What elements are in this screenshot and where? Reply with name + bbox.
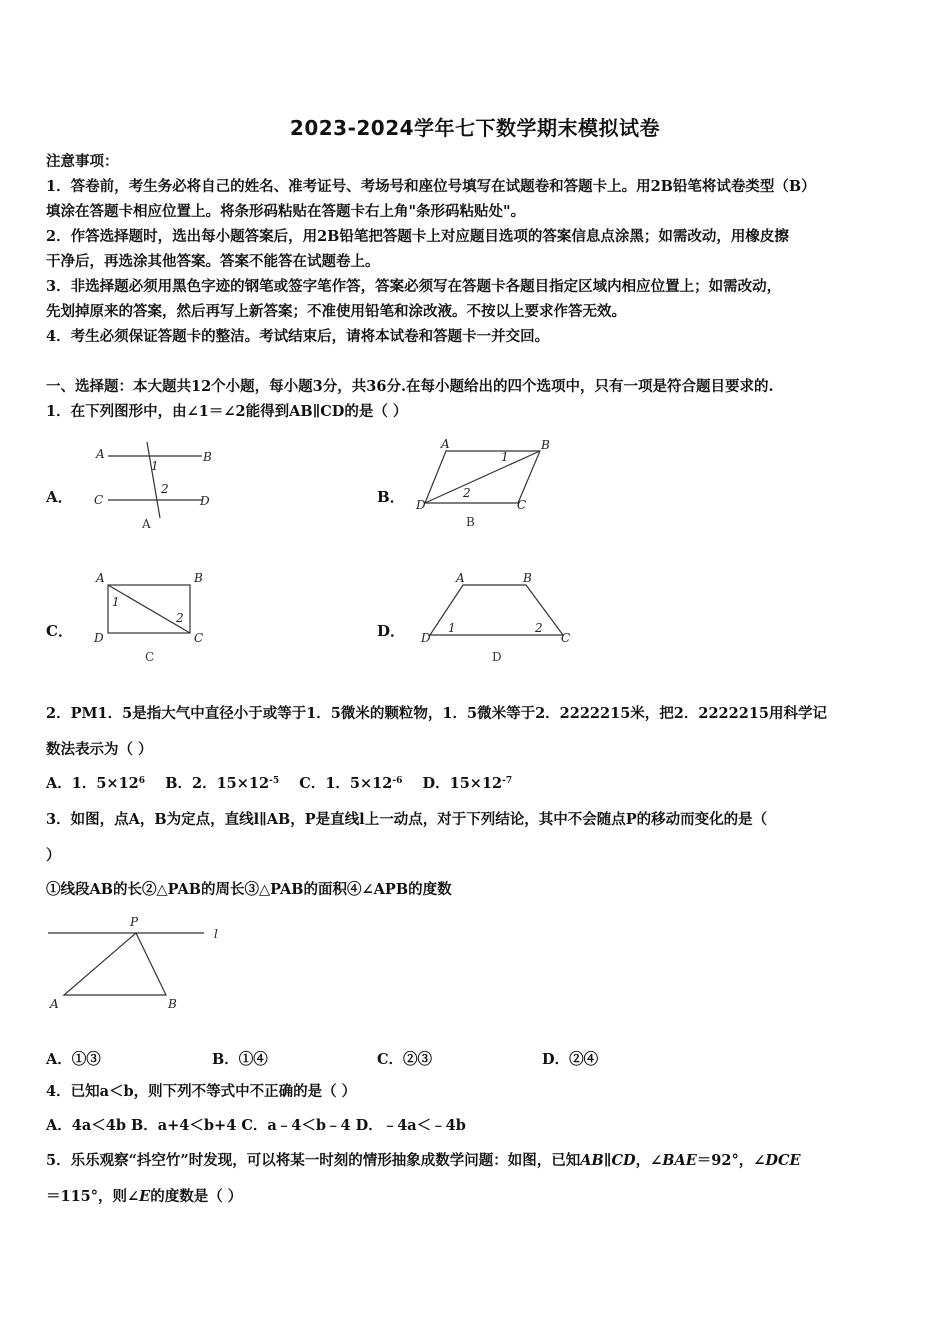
label-a: A bbox=[50, 997, 59, 1011]
angle-1-label: 1 bbox=[151, 459, 159, 473]
label-b: B bbox=[168, 997, 177, 1011]
q5-math: ∠E bbox=[127, 1188, 151, 1205]
angle-2-label: 2 bbox=[535, 621, 543, 635]
label-b: B bbox=[541, 438, 550, 452]
question-5-stem-cont bbox=[46, 1187, 906, 1207]
angle-1-label: 1 bbox=[501, 450, 509, 464]
q5-text: 5．乐乐观察“抖空竹”时发现，可以将某一时刻的情形抽象成数学问题：如图，已知 bbox=[46, 1152, 581, 1169]
q1-caption-c: C bbox=[145, 650, 155, 664]
q2-choice-d-exponent: -7 bbox=[502, 776, 513, 786]
q1-caption-a: A bbox=[142, 517, 151, 531]
q1-option-d-label: D． bbox=[377, 622, 406, 640]
q5-math: AB∥CD bbox=[580, 1152, 636, 1169]
angle-2-label: 2 bbox=[161, 482, 169, 496]
q5-text: ， bbox=[635, 1152, 651, 1169]
label-d: D bbox=[421, 631, 431, 645]
question-4-stem: 4．已知a＜b，则下列不等式中不正确的是（ ） bbox=[46, 1083, 357, 1100]
q2-choice-d: D．15×12 bbox=[422, 775, 503, 792]
q5-text: 的度数是（ ） bbox=[150, 1188, 243, 1205]
label-c: C bbox=[517, 498, 527, 512]
label-b: B bbox=[203, 450, 212, 464]
q1-option-b-label: B． bbox=[377, 488, 405, 506]
page-title: 2023-2024学年七下数学期末模拟试卷 bbox=[289, 116, 661, 140]
question-2-stem-cont: 数法表示为（ ） bbox=[46, 741, 153, 758]
q1-figure-c bbox=[90, 570, 220, 650]
question-4-choices: A．4a＜4b B．a+4＜b+4 C．a﹣4＜b﹣4 D．﹣4a＜﹣4b bbox=[46, 1117, 466, 1134]
q1-caption-b: B bbox=[466, 515, 475, 529]
question-5-stem bbox=[46, 1151, 906, 1171]
q1-option-a-label: A． bbox=[46, 488, 73, 506]
angle-2-label: 2 bbox=[463, 486, 471, 500]
notice-line: 先划掉原来的答案，然后再写上新答案；不准使用铅笔和涂改液。不按以上要求作答无效。 bbox=[46, 303, 626, 320]
q2-choice-b: B．2．15×12 bbox=[165, 775, 270, 792]
question-2-stem: 2．PM1．5是指大气中直径小于或等于1．5微米的颗粒物，1．5微米等于2．2222215米，把2．2222215用科学记 bbox=[46, 705, 828, 722]
label-b: B bbox=[523, 571, 532, 585]
question-3-stem-cont: ） bbox=[46, 847, 61, 864]
notice-line: 1．答卷前，考生务必将自己的姓名、准考证号、考场号和座位号填写在试题卷和答题卡上。用2B铅笔将试卷类型（B） bbox=[46, 178, 816, 195]
q5-text: ＝92°， bbox=[696, 1152, 754, 1169]
q2-choice-b-exponent: -5 bbox=[269, 776, 280, 786]
question-3-stem: 3．如图，点A，B为定点，直线l∥AB，P是直线l上一动点，对于下列结论，其中不会随点P的移动而变化的是（ bbox=[46, 811, 768, 828]
notice-line: 3．非选择题必须用黑色字迹的钢笔或签字笔作答，答案必须写在答题卡各题目指定区域内相应位置上；如需改动， bbox=[46, 278, 782, 295]
q1-figure-d bbox=[418, 570, 578, 650]
q5-math: ∠BAE bbox=[650, 1152, 697, 1169]
label-b: B bbox=[194, 571, 203, 585]
angle-2-label: 2 bbox=[176, 611, 184, 625]
notice-line: 2．作答选择题时，选出每小题答案后，用2B铅笔把答题卡上对应题目选项的答案信息点涂黑；如需改动，用橡皮擦 bbox=[46, 228, 789, 245]
q5-text: ＝115°，则 bbox=[46, 1188, 128, 1205]
q3-figure bbox=[44, 910, 234, 1015]
q2-choice-a-exponent: 6 bbox=[138, 776, 146, 786]
label-a: A bbox=[96, 571, 105, 585]
label-a: A bbox=[441, 437, 450, 451]
q1-figure-a bbox=[90, 440, 220, 535]
q5-math: ∠DCE bbox=[753, 1152, 801, 1169]
label-c: C bbox=[561, 631, 571, 645]
q1-caption-d: D bbox=[492, 650, 502, 664]
question-1-stem: 1．在下列图形中，由∠1＝∠2能得到AB∥CD的是（ ） bbox=[46, 403, 408, 420]
q2-choice-c-exponent: -6 bbox=[392, 776, 403, 786]
label-a: A bbox=[96, 447, 105, 461]
q1-figure-b bbox=[413, 437, 563, 517]
notice-line: 填涂在答题卡相应位置上。将条形码粘贴在答题卡右上角"条形码粘贴处"。 bbox=[46, 203, 526, 220]
label-c: C bbox=[194, 631, 204, 645]
q3-choice-a: A．①③ bbox=[46, 1051, 101, 1068]
q2-choice-a: A．1．5×12 bbox=[46, 775, 139, 792]
label-d: D bbox=[94, 631, 104, 645]
label-d: D bbox=[200, 494, 210, 508]
angle-1-label: 1 bbox=[112, 595, 120, 609]
section-heading: 一、选择题：本大题共12个小题，每小题3分，共36分.在每小题给出的四个选项中，只有一项是符合题目要求的. bbox=[46, 378, 774, 395]
label-l: l bbox=[214, 927, 218, 941]
q2-choice-c: C．1．5×12 bbox=[299, 775, 393, 792]
notice-line: 干净后，再选涂其他答案。答案不能答在试题卷上。 bbox=[46, 253, 380, 270]
label-d: D bbox=[416, 498, 426, 512]
label-p: P bbox=[130, 915, 139, 929]
q3-choice-c: C．②③ bbox=[377, 1051, 433, 1068]
label-c: C bbox=[94, 493, 104, 507]
q1-option-c-label: C． bbox=[46, 622, 73, 640]
angle-1-label: 1 bbox=[448, 621, 456, 635]
q3-choice-d: D．②④ bbox=[542, 1051, 599, 1068]
notice-heading: 注意事项： bbox=[46, 153, 119, 170]
question-3-items: ①线段AB的长②△PAB的周长③△PAB的面积④∠APB的度数 bbox=[46, 881, 452, 898]
notice-line: 4．考生必须保证答题卡的整洁。考试结束后，请将本试卷和答题卡一并交回。 bbox=[46, 328, 550, 345]
q3-choice-b: B．①④ bbox=[212, 1051, 268, 1068]
label-a: A bbox=[456, 571, 465, 585]
question-2-choices bbox=[46, 774, 906, 794]
